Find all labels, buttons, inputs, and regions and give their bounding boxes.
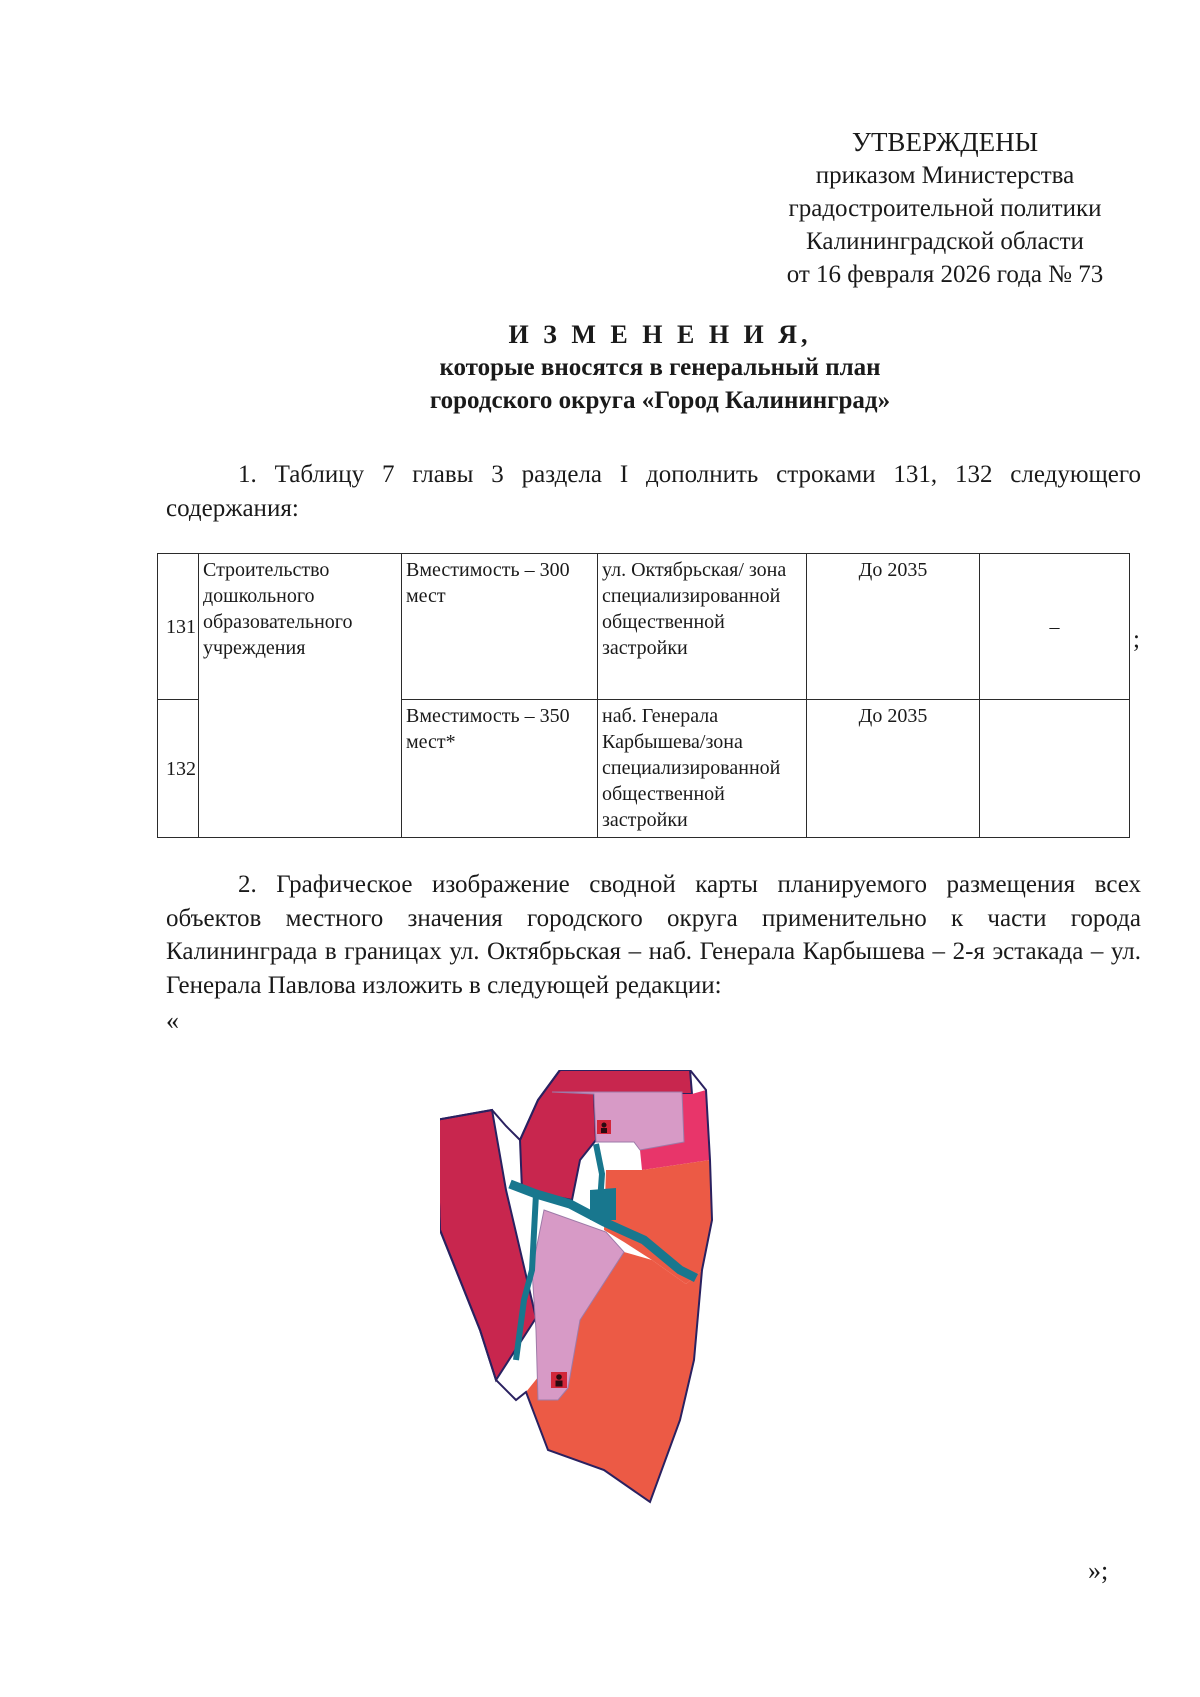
dash-cell: – xyxy=(980,554,1130,700)
location-cell: ул. Октябрьская/ зона специализированной общественной застройки xyxy=(598,554,807,700)
approval-heading: УТВЕРЖДЕНЫ xyxy=(851,127,1039,157)
paragraph-item-2: 2. Графическое изображение сводной карты планируемого размещения всех объектов местного значения городского округа применительно к части города Калининграда в границах ул. Октябрьская – наб. Генерала Карбышева – 2-я эстакада – ул. Генерала Павлова изложить в следующей редакции: xyxy=(166,871,1141,999)
table-terminator: ; xyxy=(1133,626,1140,653)
school-marker-glyph xyxy=(556,1374,562,1380)
title-subline: которые вносятся в генеральный план xyxy=(439,354,881,381)
approval-line: приказом Министерства xyxy=(815,162,1075,189)
row-number: 131 xyxy=(158,554,199,700)
school-marker-glyph xyxy=(601,1128,607,1133)
approval-line: Калининградской области xyxy=(806,228,1084,255)
school-marker-glyph xyxy=(556,1381,563,1387)
year-cell: До 2035 xyxy=(807,700,980,838)
paragraph-item-1: 1. Таблицу 7 главы 3 раздела I дополнить строками 131, 132 следующего содержания: xyxy=(166,461,1141,522)
zoning-map xyxy=(440,1070,770,1550)
year-cell: До 2035 xyxy=(807,554,980,700)
approval-line: градостроительной политики xyxy=(788,195,1102,222)
location-cell: наб. Генерала Карбышева/зона специализированной общественной застройки xyxy=(598,700,807,838)
approval-stamp xyxy=(760,126,1130,291)
school-marker-glyph xyxy=(602,1123,607,1128)
road-junction xyxy=(590,1188,616,1220)
document-title xyxy=(160,318,1160,417)
title-subline: городского округа «Город Калининград» xyxy=(429,387,891,414)
title-heading: И З М Е Н Е Н И Я, xyxy=(508,320,812,349)
quote-close: »; xyxy=(1088,1556,1109,1585)
object-name-cell: Строительство дошкольного образовательного учреждения xyxy=(199,554,402,838)
empty-cell xyxy=(980,700,1130,838)
approval-date: от 16 февраля 2026 года № 73 xyxy=(786,261,1104,288)
changes-table xyxy=(157,553,1130,838)
capacity-cell: Вместимость – 300 мест xyxy=(402,554,598,700)
table-row xyxy=(158,554,1130,700)
quote-open: « xyxy=(166,1006,179,1035)
capacity-cell: Вместимость – 350 мест* xyxy=(402,700,598,838)
row-number: 132 xyxy=(158,700,199,838)
